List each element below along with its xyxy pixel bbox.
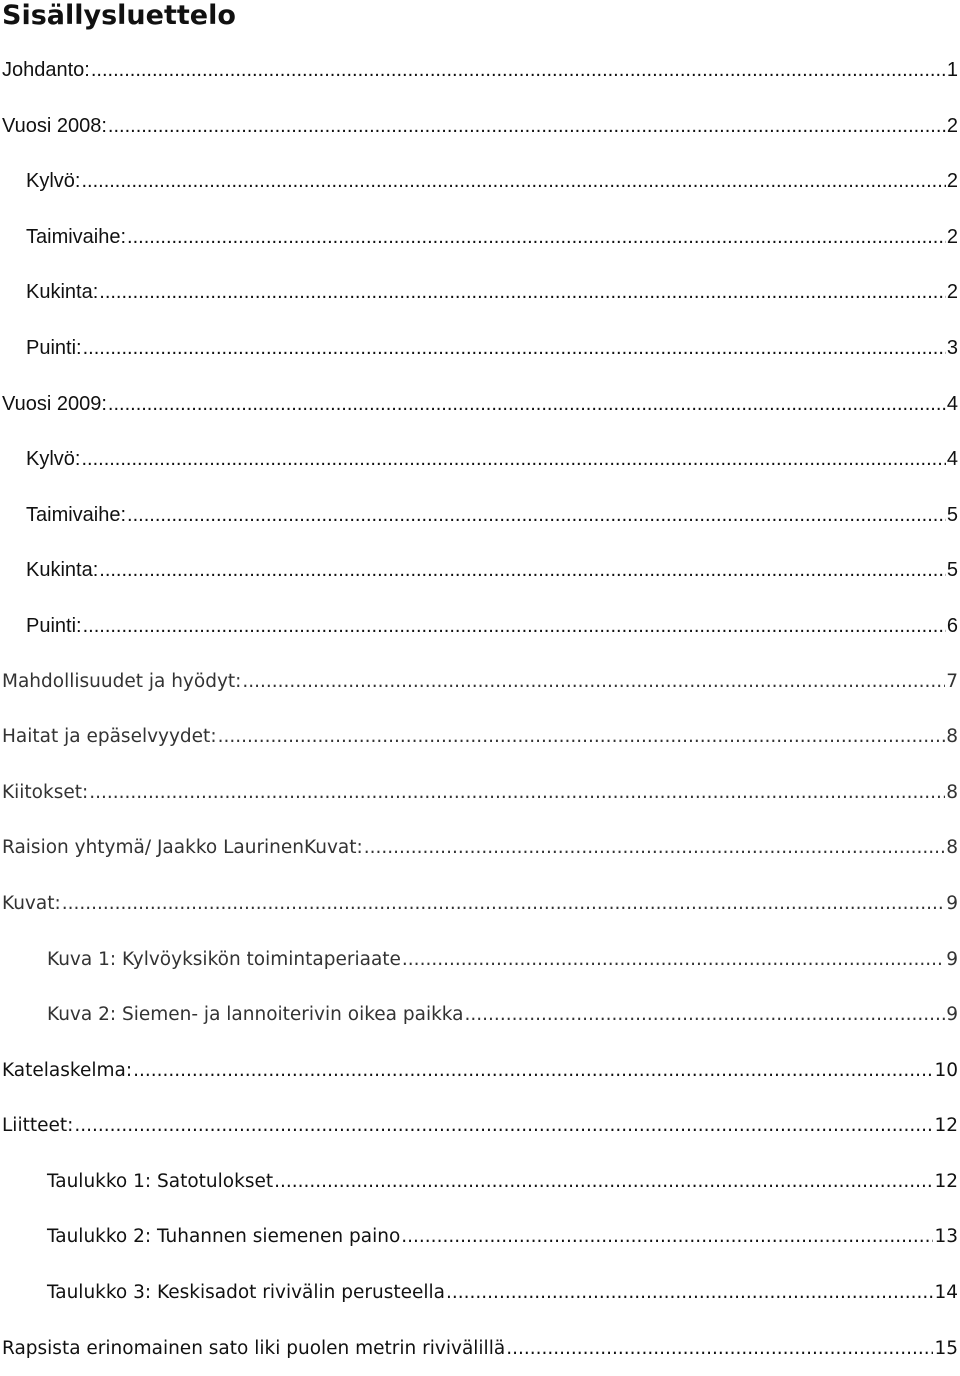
toc-entry-label: Taulukko 1: Satotulokset: [47, 1170, 274, 1192]
toc-entry-page: 15: [934, 1337, 958, 1359]
toc-entry-page: 9: [946, 892, 958, 914]
toc-entry-puinti-2009[interactable]: [0, 598, 958, 654]
toc-entry-kuva-1[interactable]: [0, 932, 958, 988]
toc-leader-dots: [83, 334, 946, 362]
toc-entry-label: Taimivaihe:: [26, 225, 127, 248]
toc-leader-dots: [108, 390, 946, 418]
toc-entry-puinti-2008[interactable]: [0, 320, 958, 376]
toc-entry-taulukko-1[interactable]: [0, 1154, 958, 1210]
toc-entry-label: Kuva 2: Siemen- ja lannoiterivin oikea paikka: [47, 1004, 464, 1026]
toc-entry-label: Raision yhtymä/ Jaakko LaurinenKuvat:: [2, 837, 363, 859]
toc-leader-dots: [218, 723, 946, 751]
toc-entry-page: 2: [946, 170, 958, 193]
toc-entry-page: 9: [946, 948, 958, 970]
toc-entry-page: 4: [946, 392, 958, 415]
toc-entry-kylvo-2008[interactable]: [0, 153, 958, 209]
toc-entry-taulukko-3[interactable]: [0, 1265, 958, 1321]
toc-entry-raision-yhtyma[interactable]: [0, 820, 958, 876]
toc-entry-label: Haitat ja epäselvyydet:: [2, 726, 217, 748]
toc-entry-label: Kuva 1: Kylvöyksikön toimintaperiaate: [47, 948, 401, 970]
toc-entry-kylvo-2009[interactable]: [0, 431, 958, 487]
toc-entry-label: Taimivaihe:: [26, 503, 127, 526]
toc-entry-page: 12: [934, 1170, 958, 1192]
toc-entry-taulukko-2[interactable]: [0, 1209, 958, 1265]
toc-leader-dots: [99, 278, 946, 306]
toc-entry-label: Vuosi 2009:: [2, 392, 107, 415]
toc-entry-page: 14: [934, 1282, 958, 1304]
toc-leader-dots: [506, 1335, 933, 1363]
toc-leader-dots: [127, 501, 946, 529]
toc-entry-johdanto[interactable]: [0, 42, 958, 98]
toc-leader-dots: [127, 223, 946, 251]
toc-leader-dots: [446, 1279, 933, 1307]
toc-entry-kuva-2[interactable]: [0, 987, 958, 1043]
toc-leader-dots: [81, 445, 945, 473]
toc-entry-page: 9: [946, 1004, 958, 1026]
toc-entry-label: Rapsista erinomainen sato liki puolen metrin rivivälillä: [2, 1337, 506, 1359]
toc-entry-label: Taulukko 2: Tuhannen siemenen paino: [47, 1226, 401, 1248]
toc-entry-kuvat[interactable]: [0, 876, 958, 932]
toc-entry-page: 5: [946, 503, 958, 526]
toc-title: Sisällysluettelo: [2, 0, 236, 31]
toc-entry-label: Puinti:: [26, 336, 82, 359]
toc-leader-dots: [465, 1001, 946, 1029]
toc-entry-page: 8: [946, 726, 958, 748]
toc-leader-dots: [401, 1223, 933, 1251]
toc-leader-dots: [133, 1057, 933, 1085]
toc-entry-page: 8: [946, 781, 958, 803]
toc-leader-dots: [402, 946, 945, 974]
toc-entry-label: Vuosi 2008:: [2, 114, 107, 137]
toc-entry-page: 2: [946, 114, 958, 137]
toc-entry-label: Liitteet:: [2, 1115, 74, 1137]
toc-leader-dots: [74, 1112, 933, 1140]
toc-entry-page: 4: [946, 448, 958, 471]
toc-entry-taimivaihe-2009[interactable]: [0, 487, 958, 543]
toc-leader-dots: [81, 167, 945, 195]
toc-leader-dots: [89, 779, 945, 807]
toc-leader-dots: [91, 56, 946, 84]
toc-entry-haitat[interactable]: [0, 709, 958, 765]
toc-entry-vuosi-2009[interactable]: [0, 376, 958, 432]
toc-entry-page: 8: [946, 837, 958, 859]
toc-entry-label: Kiitokset:: [2, 781, 89, 803]
toc-entry-page: 12: [934, 1115, 958, 1137]
toc-entry-rapsista[interactable]: [0, 1321, 958, 1376]
toc-entry-label: Kukinta:: [26, 559, 99, 582]
toc-entry-page: 1: [946, 59, 958, 81]
toc-entry-page: 10: [934, 1059, 958, 1081]
toc-entry-page: 3: [946, 336, 958, 359]
toc-entry-page: 2: [946, 225, 958, 248]
toc-entry-label: Kylvö:: [26, 448, 81, 471]
toc-entry-label: Kuvat:: [2, 892, 61, 914]
toc-entry-label: Katelaskelma:: [2, 1059, 133, 1081]
toc-entry-label: Mahdollisuudet ja hyödyt:: [2, 670, 242, 692]
toc-entry-katelaskelma[interactable]: [0, 1043, 958, 1099]
toc-leader-dots: [364, 834, 945, 862]
toc-entry-vuosi-2008[interactable]: [0, 98, 958, 154]
toc-entry-page: 7: [946, 670, 958, 692]
toc-entry-liitteet[interactable]: [0, 1098, 958, 1154]
toc-leader-dots: [62, 890, 946, 918]
toc-entry-label: Kukinta:: [26, 281, 99, 304]
table-of-contents: [0, 42, 958, 1376]
toc-entry-kukinta-2008[interactable]: [0, 264, 958, 320]
toc-entry-taimivaihe-2008[interactable]: [0, 209, 958, 265]
toc-entry-page: 6: [946, 614, 958, 637]
toc-entry-mahdollisuudet[interactable]: [0, 654, 958, 710]
toc-leader-dots: [83, 612, 946, 640]
toc-entry-label: Kylvö:: [26, 170, 81, 193]
toc-entry-page: 5: [946, 559, 958, 582]
toc-entry-page: 2: [946, 281, 958, 304]
toc-entry-label: Taulukko 3: Keskisadot rivivälin perusteella: [47, 1282, 446, 1304]
toc-entry-label: Johdanto:: [2, 59, 90, 81]
toc-leader-dots: [274, 1168, 933, 1196]
toc-entry-label: Puinti:: [26, 614, 82, 637]
toc-entry-kiitokset[interactable]: [0, 765, 958, 821]
toc-leader-dots: [108, 112, 946, 140]
toc-leader-dots: [242, 668, 945, 696]
toc-entry-page: 13: [934, 1226, 958, 1248]
toc-leader-dots: [99, 556, 946, 584]
toc-entry-kukinta-2009[interactable]: [0, 542, 958, 598]
